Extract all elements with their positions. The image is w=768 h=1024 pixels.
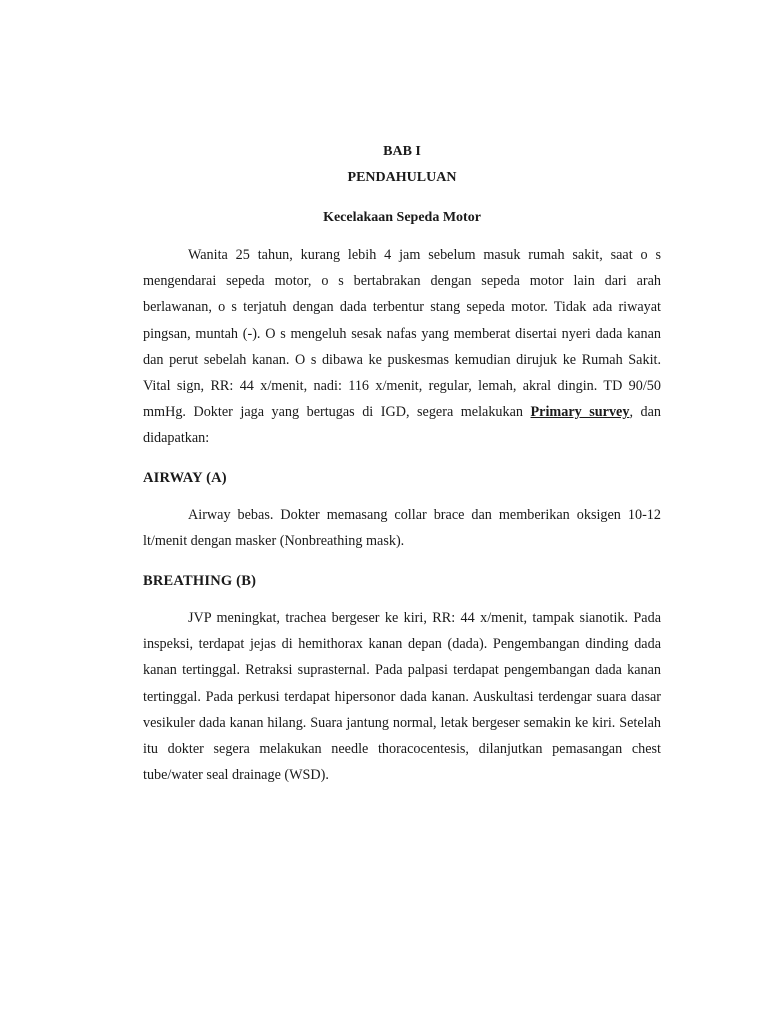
intro-paragraph	[143, 242, 661, 452]
intro-text-after: , dan didapatkan:	[143, 404, 661, 447]
breathing-paragraph: JVP meningkat, trachea bergeser ke kiri, RR: 44 x/menit, tampak sianotik. Pada inspeksi, terdapat jejas di hemithorax kanan depan (dada). Pengembangan dinding dada kanan tertinggal. Retraksi suprasternal. Pada palpasi terdapat pengembangan dada kanan tertinggal. Pada perkusi terdapat hipersonor dada kanan. Auskultasi terdengar suara dasar vesikuler dada kanan hilang. Suara jantung normal, letak bergeser semakin ke kiri. Setelah itu dokter segera melakukan needle thoracocentesis, dilanjutkan pemasangan chest tube/water seal drainage (WSD).	[143, 610, 661, 784]
airway-paragraph: Airway bebas. Dokter memasang collar brace dan memberikan oksigen 10-12 lt/menit dengan masker (Nonbreathing mask).	[143, 507, 661, 550]
primary-survey-emphasis: Primary survey	[530, 404, 630, 421]
chapter-number: BAB I	[383, 144, 421, 159]
intro-text-before: Wanita 25 tahun, kurang lebih 4 jam sebelum masuk rumah sakit, saat o s mengendarai sepeda motor, o s bertabrakan dengan sepeda motor lain dari arah berlawanan, o s terjatuh dengan dada terbentur stang sepeda motor. Tidak ada riwayat pingsan, muntah (-). O s mengeluh sesak nafas yang memberat disertai nyeri dada kanan dan perut sebelah kanan. O s dibawa ke puskesmas kemudian dirujuk ke Rumah Sakit. Vital sign, RR: 44 x/menit, nadi: 116 x/menit, regular, lemah, akral dingin. TD 90/50 mmHg. Dokter jaga yang bertugas di IGD, segera melakukan	[143, 247, 661, 421]
airway-heading: AIRWAY (A)	[143, 470, 227, 486]
chapter-title: PENDAHULUAN	[347, 170, 457, 185]
breathing-heading: BREATHING (B)	[143, 573, 257, 589]
case-title: Kecelakaan Sepeda Motor	[323, 210, 481, 225]
